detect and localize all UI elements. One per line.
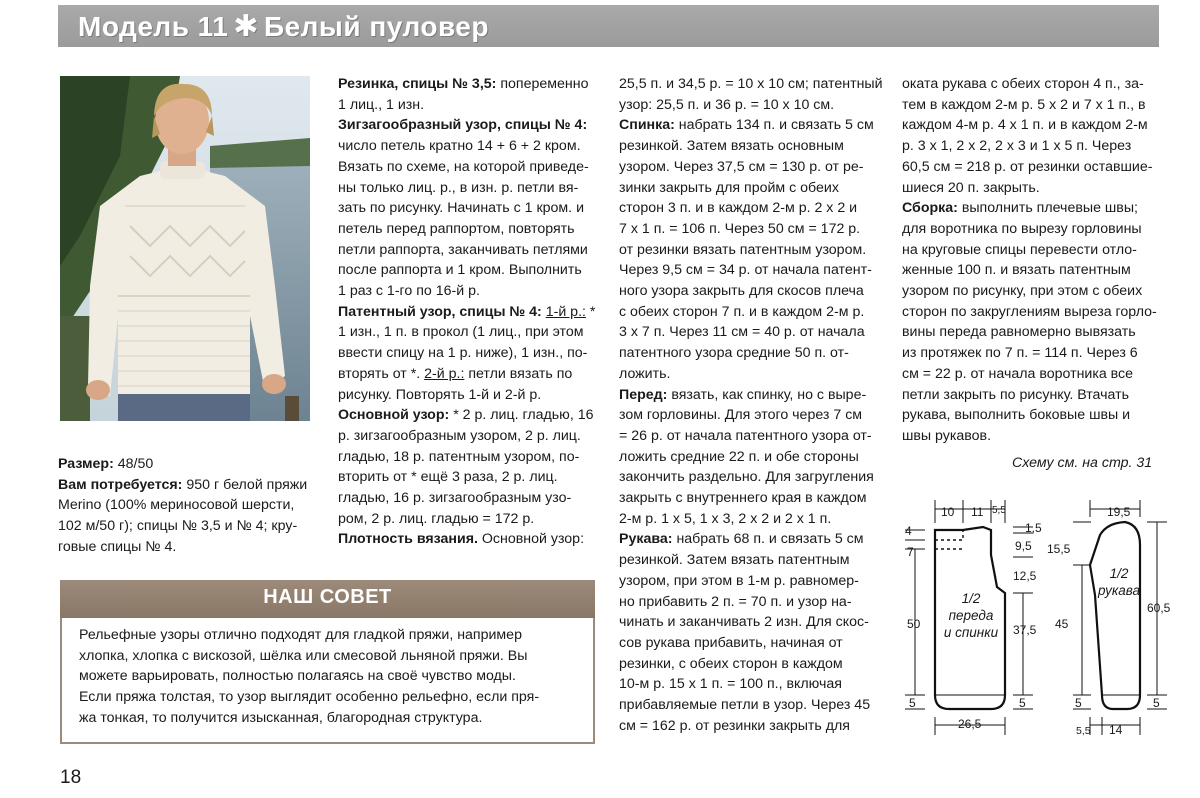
page-number: 18 [60, 767, 82, 788]
text-line: узором, при этом в 1-м р. равномер- [619, 572, 859, 589]
model-photo [60, 76, 310, 421]
text-line: 3 х 7 п. Через 11 см = 40 р. от начала [619, 324, 865, 341]
dim-label: 9,5 [1015, 539, 1032, 553]
dim-label: 15,5 [1047, 542, 1071, 556]
text-line: ложить средние 22 п. и обе стороны [619, 448, 859, 465]
dim-label: 14 [1109, 723, 1123, 737]
text-line: зом горловины. Для этого через 7 см [619, 407, 863, 424]
star-icon: ✱ [233, 10, 259, 43]
advice-line: Рельефные узоры отлично подходят для гладкой пряжи, например [79, 627, 522, 643]
text-line: Вязать по схеме, на которой приведе- [338, 158, 589, 175]
pattern-diagrams [895, 495, 1185, 745]
text-line: шиеся 20 п. закрыть. [902, 179, 1040, 196]
size-label: Размер: [58, 456, 114, 472]
sleeve-label-line: рукава [1098, 583, 1140, 598]
text-line: зать по рисунку. Начинать с 1 кром. и [338, 200, 584, 217]
title-bar [58, 5, 1159, 47]
dim-label: 5 [1075, 696, 1082, 710]
text-line: с обеих сторон 7 п. и в каждом 2-м р. [619, 303, 865, 320]
page-title [78, 9, 489, 44]
text-line: закрыть с внутреннего края в каждом [619, 490, 867, 507]
assembly-heading: Сборка: [902, 200, 958, 217]
text-line: 10-м р. 15 х 1 п. = 100 п., включая [619, 676, 842, 693]
materials-text: 950 г белой пряжи [186, 476, 308, 493]
photo-man-in-white-pullover-icon [60, 76, 310, 421]
row-2-label: 2-й р.: [424, 365, 465, 382]
front-heading: Перед: [619, 386, 668, 403]
text-line: набрать 134 п. и связать 5 см [674, 117, 874, 134]
text-line: на круговые спицы перевести отло- [902, 241, 1137, 258]
dim-label: 4 [905, 524, 912, 538]
text-line: от резинки вязать патентным узором. [619, 241, 867, 258]
text-line: ввести спицу на 1 р. ниже), 1 изн., по- [338, 345, 588, 362]
advice-line: Если пряжа толстая, то узор выглядит особенно рельефно, если пря- [79, 689, 540, 706]
text-line: прибавляемые петли в узор. Через 45 [619, 697, 871, 714]
dim-label: 45 [1055, 617, 1069, 631]
sleeve-label-line: 1/2 [1109, 566, 1129, 581]
text-line: Основной узор: [477, 531, 585, 548]
text-line: Через 9,5 см = 34 р. от начала патент- [619, 262, 872, 279]
text-line: закончить раздельно. Для загругления [619, 469, 874, 486]
text-column-4 [902, 74, 1164, 447]
text-line: 7 х 1 п. = 106 п. Через 50 см = 172 р. [619, 220, 861, 237]
text-line: 60,5 см = 218 р. от резинки оставшие- [902, 158, 1153, 175]
text-line: вины переда равномерно вывязать [902, 324, 1136, 341]
text-line: зинки закрыть для пройм с обеих [619, 179, 839, 196]
text-line: рисунку. Повторять 1-й и 2-й р. [338, 386, 542, 403]
text-line: из протяжек по 7 п. = 114 п. Через 6 [902, 345, 1138, 362]
materials-text: Merino (100% мериносовой шерсти, [58, 497, 295, 514]
body-label-line: и спинки [943, 625, 999, 640]
text-line: ложить. [619, 365, 671, 382]
model-number: Модель 11 [78, 11, 229, 42]
text-line: попеременно [496, 76, 589, 92]
main-pattern-heading: Основной узор: [338, 407, 450, 424]
text-line: * [585, 303, 596, 320]
dim-label: 5,5 [992, 505, 1006, 516]
text-line: сторон по закруглениям выреза горло- [902, 303, 1157, 320]
dim-label: 60,5 [1147, 601, 1171, 615]
text-line: швы рукавов. [902, 427, 992, 444]
advice-box [60, 580, 595, 745]
text-line: резинкой. Затем вязать патентным [619, 552, 850, 569]
body-piece-label [939, 590, 1003, 641]
advice-header [60, 580, 595, 618]
dim-label: 37,5 [1013, 623, 1037, 637]
sleeve-piece-label [1096, 565, 1142, 599]
advice-text [60, 618, 595, 744]
text-line: петли вязать по [464, 365, 573, 382]
text-line: 1 изн., 1 п. в прокол (1 лиц., при этом [338, 324, 584, 341]
text-line: оката рукава с обеих сторон 4 п., за- [902, 76, 1144, 92]
text-line: сов рукава прибавить, начиная от [619, 634, 843, 651]
patent-heading: Патентный узор, спицы № 4: [338, 303, 542, 320]
text-line: петель перед раппортом, повторять [338, 220, 575, 237]
text-line: выполнить плечевые швы; [957, 200, 1138, 217]
text-line: петли закрыть по рисунку. Втачать [902, 386, 1129, 403]
text-line: набрать 68 п. и связать 5 см [672, 531, 864, 548]
advice-title: НАШ СОВЕТ [263, 586, 392, 608]
text-line: 25,5 п. и 34,5 р. = 10 х 10 см; патентный [619, 76, 883, 92]
advice-line: хлопка, хлопка с вискозой, шёлка или смесовой льняной пряжи. Вы [79, 647, 528, 664]
materials-label: Вам потребуется: [58, 476, 183, 493]
text-line: гладью, 16 р. зигзагообразным узо- [338, 490, 572, 507]
row-1-label: 1-й р.: [545, 303, 586, 320]
advice-line: жа тонкая, то получится изысканная, благородная структура. [79, 709, 483, 726]
text-line: гладью, 18 р. патентным узором, по- [338, 448, 580, 465]
advice-line: можете варьировать, полностью полагаясь на своё чувство моды. [79, 668, 516, 685]
text-line: ны только лиц. р., в изн. р. петли вя- [338, 179, 579, 196]
text-line: вторять от *. [338, 365, 425, 382]
text-line: 1 раз с 1-го по 16-й р. [338, 283, 480, 300]
text-line: ром, 2 р. лиц. гладью = 172 р. [338, 510, 535, 527]
sleeve-outline [1090, 522, 1140, 709]
text-line: резинки, с обеих сторон в каждом [619, 655, 843, 672]
text-line: для воротника по вырезу горловины [902, 220, 1142, 237]
dim-label: 10 [941, 505, 955, 519]
text-line: вторить от * ещё 3 раза, 2 р. лиц. [338, 469, 558, 486]
body-label-line: 1/2 [961, 591, 981, 606]
text-column-3 [619, 74, 881, 737]
text-line: патентного узора средние 50 п. от- [619, 345, 849, 362]
text-line: р. 3 х 1, 2 х 2, 2 х 3 и 1 х 5 п. Через [902, 138, 1132, 155]
text-line: число петель кратно 14 + 6 + 2 кром. [338, 138, 581, 155]
neckline-dashed [935, 530, 963, 540]
text-line: чинать и заканчивать 2 изн. Для скос- [619, 614, 869, 631]
zigzag-heading: Зигзагообразный узор, спицы № 4: [338, 117, 588, 134]
text-line: р. зигзагообразным узором, 2 р. лиц. [338, 427, 581, 444]
dim-label: 11 [971, 505, 984, 519]
sleeves-heading: Рукава: [619, 531, 673, 548]
ribbing-heading: Резинка, спицы № 3,5: [338, 76, 497, 92]
text-line: петли раппорта, заканчивать петлями [338, 241, 588, 258]
text-line: узор: 25,5 п. и 36 р. = 10 х 10 см. [619, 96, 835, 113]
dim-label: 7 [907, 545, 914, 559]
dim-label: 50 [907, 617, 921, 631]
gauge-heading: Плотность вязания. [338, 531, 478, 548]
text-line: 2-м р. 1 х 5, 1 х 3, 2 х 2 и 2 х 1 п. [619, 510, 832, 527]
diagram-reference: Схему см. на стр. 31 [1012, 455, 1153, 471]
text-column-2 [338, 74, 596, 550]
text-line: каждом 4-м р. 4 х 1 п. и в каждом 2-м [902, 117, 1148, 134]
materials-text: 102 м/50 г); спицы № 3,5 и № 4; кру- [58, 518, 298, 535]
dim-label: 5 [1153, 696, 1160, 710]
text-line: но прибавить 2 п. = 70 п. и узор на- [619, 593, 852, 610]
size-value: 48/50 [117, 456, 154, 472]
text-line: = 26 р. от начала патентного узора от- [619, 427, 872, 444]
text-line: узором. Через 37,5 см = 130 р. от ре- [619, 158, 864, 175]
text-line: ного узора закрыть для скосов плеча [619, 283, 864, 300]
text-line: узором по рисунку, при этом с обеих [902, 283, 1143, 300]
model-title: Белый пуловер [263, 11, 489, 42]
text-line: женные 100 п. и вязать патентным [902, 262, 1131, 279]
text-line: 1 лиц., 1 изн. [338, 96, 425, 113]
text-line: сторон 3 п. и в каждом 2-м р. 2 х 2 и [619, 200, 858, 217]
text-line: * 2 р. лиц. гладью, 16 [449, 407, 594, 424]
back-heading: Спинка: [619, 117, 675, 134]
dim-label: 5,5 [1076, 725, 1091, 737]
text-line: см = 22 р. от начала воротника все [902, 365, 1134, 382]
dim-label: 26,5 [958, 717, 982, 731]
text-line: рукава, выполнить боковые швы и [902, 407, 1131, 424]
specs-column [58, 454, 318, 558]
materials-text: говые спицы № 4. [58, 538, 177, 555]
dim-label: 19,5 [1107, 505, 1131, 519]
text-line: тем в каждом 2-м р. 5 х 2 и 7 х 1 п., в [902, 96, 1146, 113]
body-label-line: переда [948, 608, 994, 623]
dim-label: 12,5 [1013, 569, 1037, 583]
text-line: после раппорта и 1 кром. Выполнить [338, 262, 582, 279]
text-line: резинкой. Затем вязать основным [619, 138, 844, 155]
dim-label: 5 [1019, 696, 1026, 710]
text-line: см = 162 р. от резинки закрыть для [619, 717, 850, 734]
text-line: вязать, как спинку, но с выре- [667, 386, 867, 403]
dim-label: 5 [909, 696, 916, 710]
dim-label: 1,5 [1025, 521, 1042, 535]
